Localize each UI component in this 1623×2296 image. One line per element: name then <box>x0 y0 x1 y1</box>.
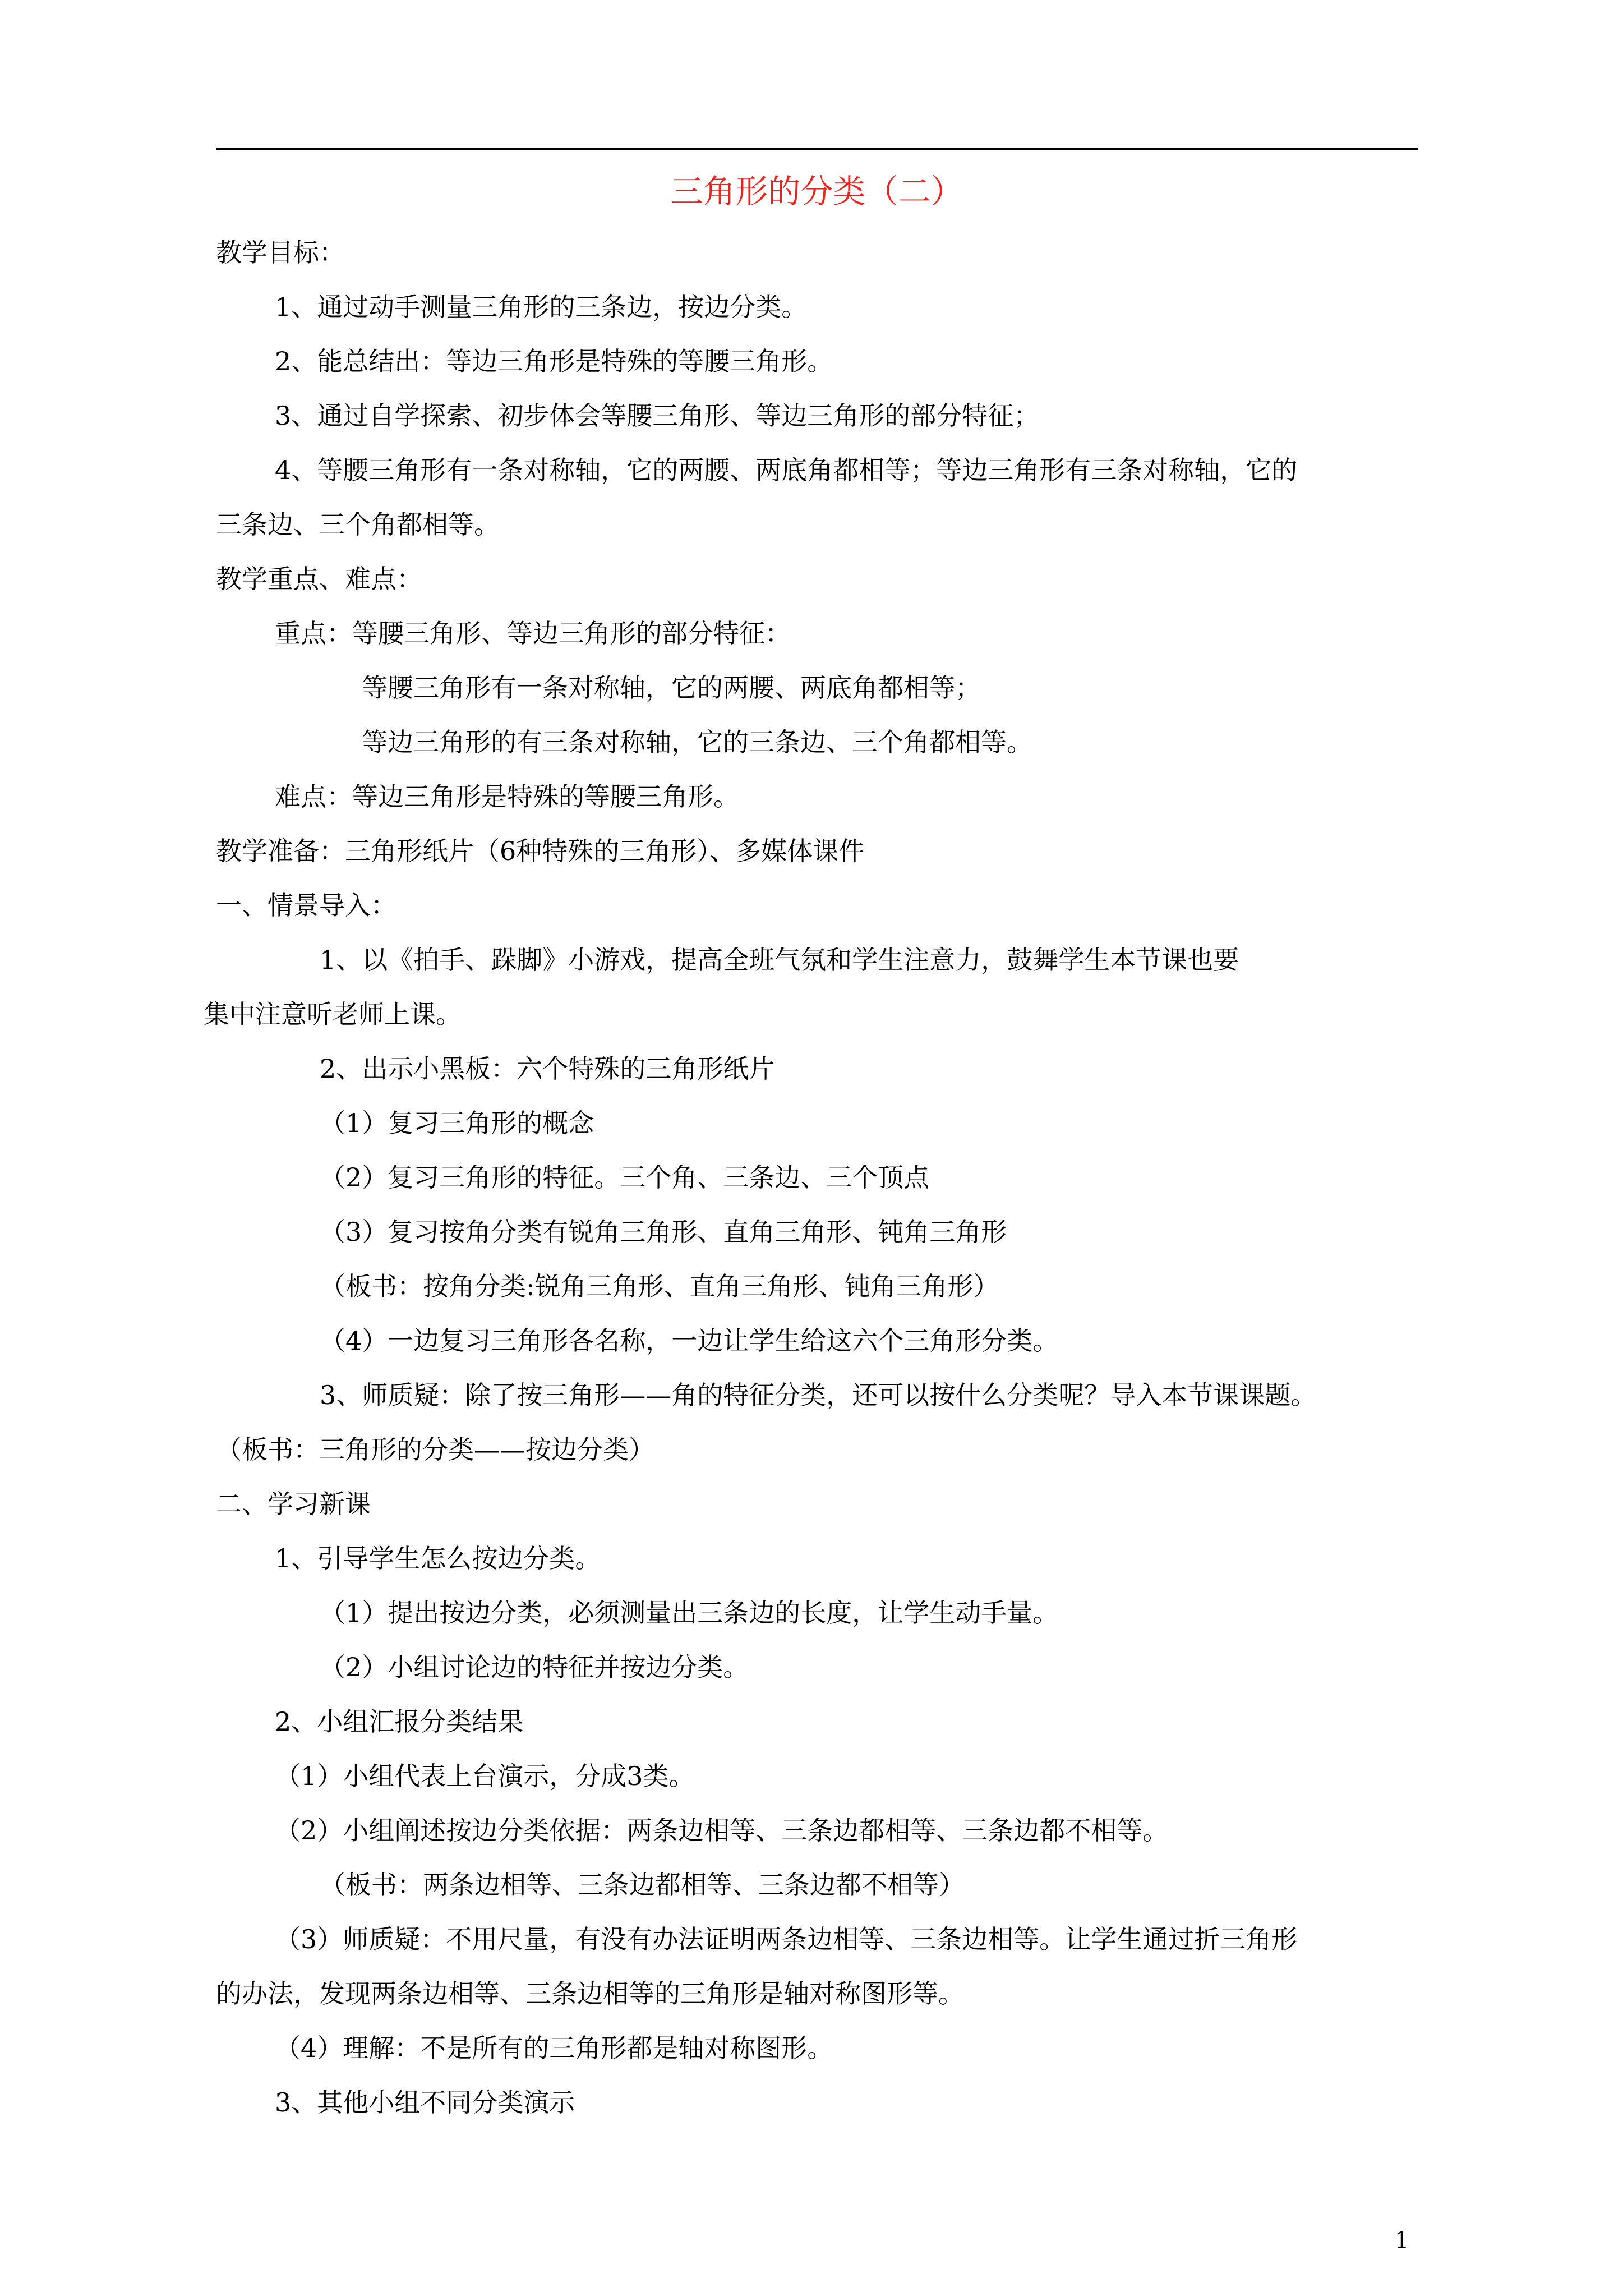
text-line: （2）小组阐述按边分类依据：两条边相等、三条边都相等、三条边都不相等。 <box>275 1815 1169 1846</box>
text-line: 3、通过自学探索、初步体会等腰三角形、等边三角形的部分特征； <box>275 401 1040 431</box>
text-line: 教学准备：三角形纸片（6种特殊的三角形）、多媒体课件 <box>216 836 865 866</box>
text-line: （1）小组代表上台演示，分成3类。 <box>275 1761 695 1791</box>
text-line: （3）复习按角分类有锐角三角形、直角三角形、钝角三角形 <box>320 1217 1007 1247</box>
text-line: 3、其他小组不同分类演示 <box>275 2087 575 2118</box>
page-number: 1 <box>1395 2228 1409 2253</box>
text-line: 1、引导学生怎么按边分类。 <box>275 1543 601 1573</box>
text-line: 2、小组汇报分类结果 <box>275 1706 524 1737</box>
text-line: （板书：三角形的分类——按边分类） <box>216 1434 654 1465</box>
text-line: 等边三角形的有三条对称轴，它的三条边、三个角都相等。 <box>362 727 1032 757</box>
text-line: （3）师质疑：不用尺量，有没有办法证明两条边相等、三条边相等。让学生通过折三角形 <box>275 1924 1298 1954</box>
text-line: 1、通过动手测量三角形的三条边，按边分类。 <box>275 292 808 322</box>
text-line: 教学目标： <box>216 237 345 268</box>
text-line: 二、学习新课 <box>216 1489 371 1519</box>
text-line: 1、以《拍手、跺脚》小游戏，提高全班气氛和学生注意力，鼓舞学生本节课也要 <box>320 945 1239 975</box>
text-line: 2、出示小黑板：六个特殊的三角形纸片 <box>320 1053 775 1084</box>
text-line: （4）理解：不是所有的三角形都是轴对称图形。 <box>275 2033 833 2063</box>
text-line: （2）复习三角形的特征。三个角、三条边、三个顶点 <box>320 1162 930 1193</box>
text-line: （板书：按角分类:锐角三角形、直角三角形、钝角三角形） <box>320 1271 999 1301</box>
text-line: 3、师质疑：除了按三角形——角的特征分类，还可以按什么分类呢？导入本节课课题。 <box>320 1380 1317 1410</box>
text-line: （板书：两条边相等、三条边都相等、三条边都不相等） <box>320 1870 965 1900</box>
text-line: （1）提出按边分类，必须测量出三条边的长度，让学生动手量。 <box>320 1598 1059 1628</box>
header-rule <box>216 148 1418 150</box>
text-line: 难点：等边三角形是特殊的等腰三角形。 <box>275 781 739 812</box>
document-title: 三角形的分类（二） <box>670 172 963 210</box>
text-line: （2）小组讨论边的特征并按边分类。 <box>320 1652 749 1682</box>
text-line: （1）复习三角形的概念 <box>320 1108 594 1138</box>
text-line: 的办法，发现两条边相等、三条边相等的三角形是轴对称图形等。 <box>216 1978 964 2009</box>
text-line: 2、能总结出：等边三角形是特殊的等腰三角形。 <box>275 346 833 376</box>
text-line: 等腰三角形有一条对称轴，它的两腰、两底角都相等； <box>362 673 981 703</box>
text-line: 集中注意听老师上课。 <box>204 999 462 1029</box>
text-line: 教学重点、难点： <box>216 564 422 594</box>
text-line: 重点：等腰三角形、等边三角形的部分特征： <box>275 618 791 648</box>
text-line: （4）一边复习三角形各名称，一边让学生给这六个三角形分类。 <box>320 1326 1059 1356</box>
text-line: 一、情景导入： <box>216 890 396 921</box>
text-line: 4、等腰三角形有一条对称轴，它的两腰、两底角都相等；等边三角形有三条对称轴，它的 <box>275 455 1298 485</box>
text-line: 三条边、三个角都相等。 <box>216 509 500 540</box>
